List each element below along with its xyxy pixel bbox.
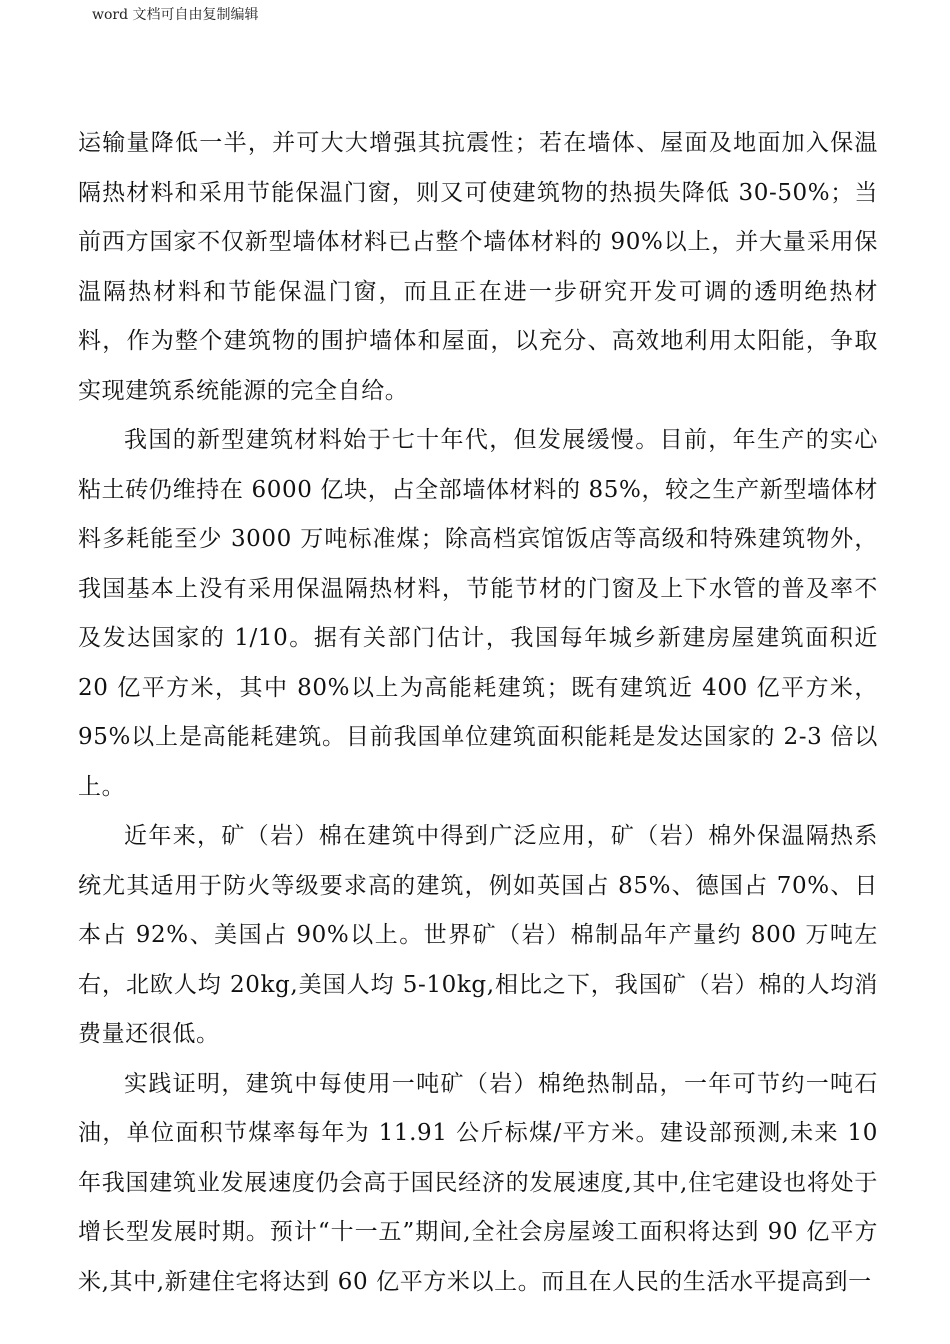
paragraph-3: 近年来，矿（岩）棉在建筑中得到广泛应用，矿（岩）棉外保温隔热系统尤其适用于防火等级要求高的建筑，例如英国占 85%、德国占 70%、日本占 92%、美国占 90%以上。世界矿（岩）棉制品年产量约 800 万吨左右，北欧人均 20kg,美国人均 5-10kg,相比之下，我国矿（岩）棉的人均消费量还很低。: [78, 823, 878, 1047]
header-note: word 文档可自由复制编辑: [92, 7, 259, 23]
body-text: [78, 119, 878, 1307]
paragraph-4: 实践证明，建筑中每使用一吨矿（岩）棉绝热制品，一年可节约一吨石油，单位面积节煤率每年为 11.91 公斤标煤/平方米。建设部预测,未来 10 年我国建筑业发展速度仍会高于国民经济的发展速度,其中,住宅建设也将处于增长型发展时期。预计“十一五”期间,全社会房屋竣工面积将达到 90 亿平方米,其中,新建住宅将达到 60 亿平方米以上。而且在人民的生活水平提高到一: [78, 1070, 878, 1295]
paragraph-2: 我国的新型建筑材料始于七十年代，但发展缓慢。目前，年生产的实心粘土砖仍维持在 6000 亿块，占全部墙体材料的 85%，较之生产新型墙体材料多耗能至少 3000 万吨标准煤；除高档宾馆饭店等高级和特殊建筑物外，我国基本上没有采用保温隔热材料，节能节材的门窗及上下水管的普及率不及发达国家的 1/10。据有关部门估计，我国每年城乡新建房屋建筑面积近 20 亿平方米，其中 80%以上为高能耗建筑；既有建筑近 400 亿平方米，95%以上是高能耗建筑。目前我国单位建筑面积能耗是发达国家的 2-3 倍以上。: [78, 427, 878, 800]
paragraph-1: 运输量降低一半，并可大大增强其抗震性；若在墙体、屋面及地面加入保温隔热材料和采用节能保温门窗，则又可使建筑物的热损失降低 30-50%；当前西方国家不仅新型墙体材料已占整个墙体材料的 90%以上，并大量采用保温隔热材料和节能保温门窗，而且正在进一步研究开发可调的透明绝热材料，作为整个建筑物的围护墙体和屋面，以充分、高效地利用太阳能，争取实现建筑系统能源的完全自给。: [78, 130, 878, 404]
